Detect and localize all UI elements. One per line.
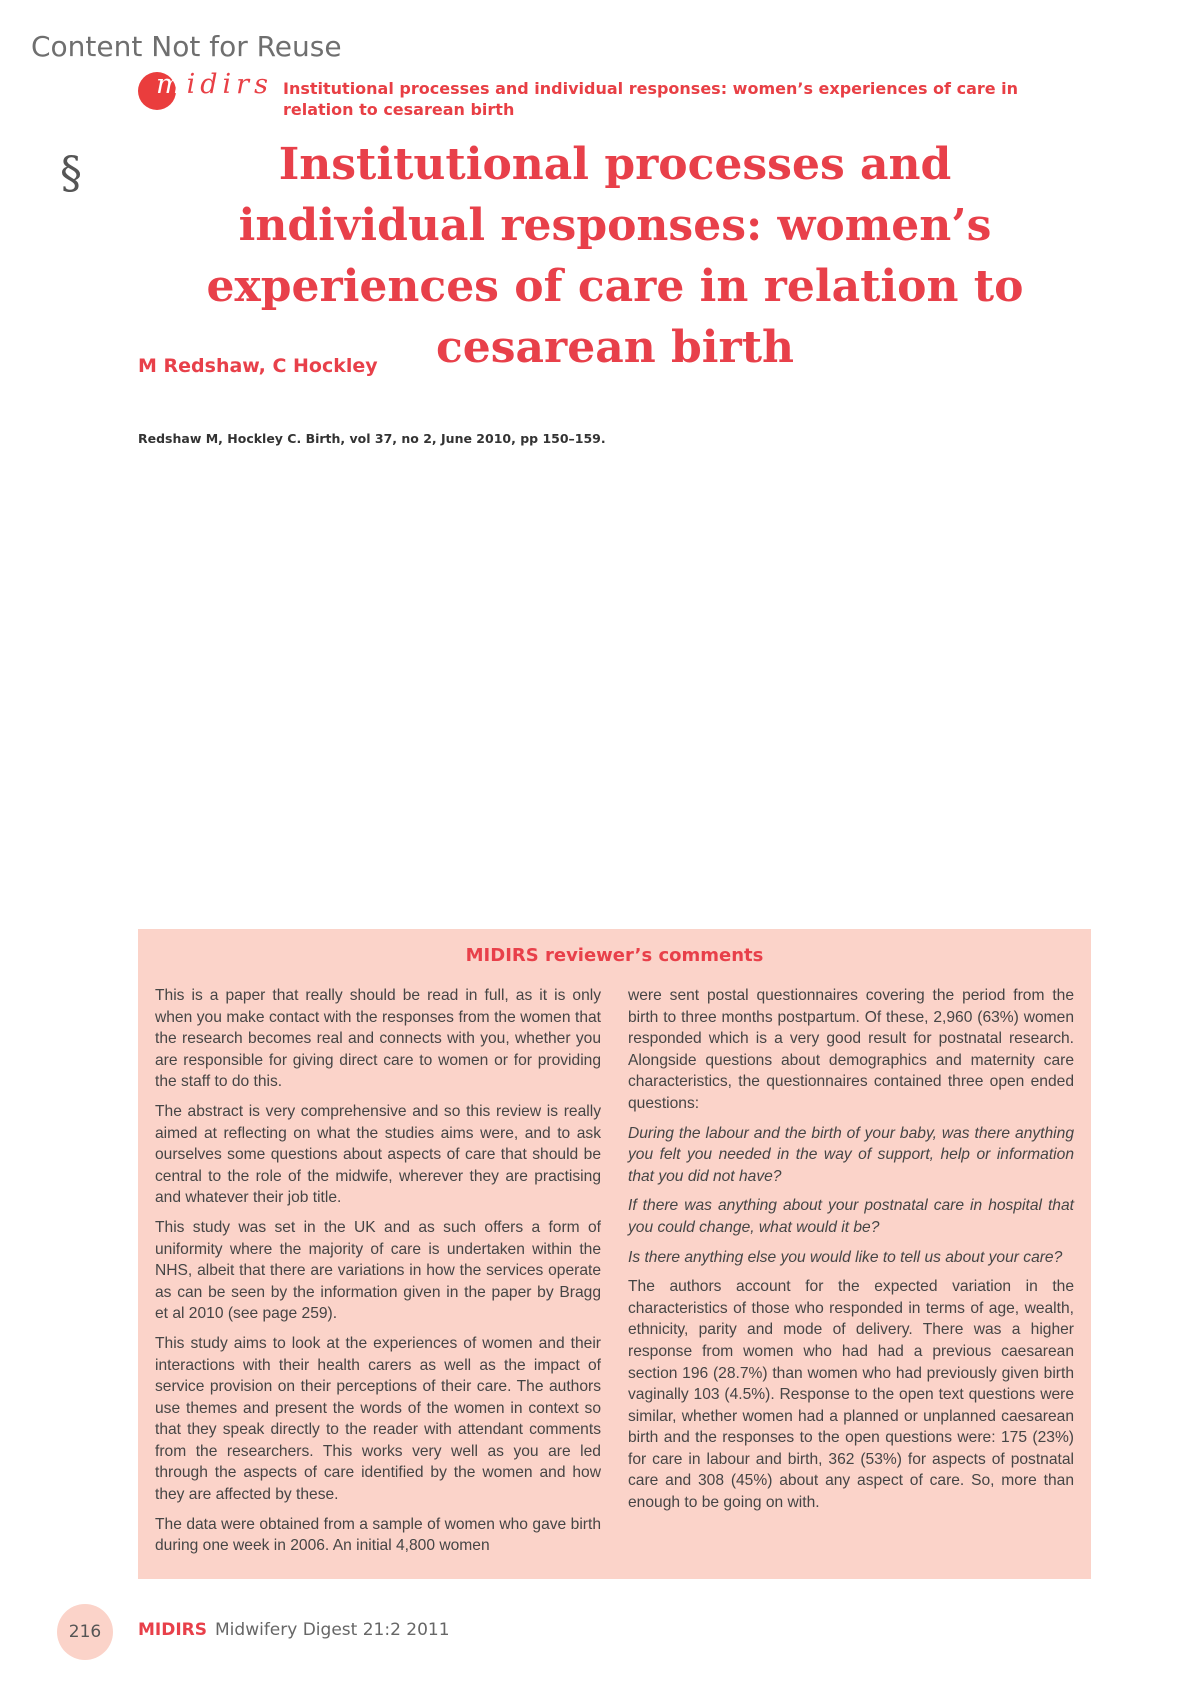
review-paragraph: This is a paper that really should be read in full, as it is only when you make contact with the responses from the women that the research becomes real and connects with you, whether you are responsible for giving direct care to women or for providing the staff to do this.	[155, 987, 601, 1091]
running-title: Institutional processes and individual responses: women’s experiences of care in relation to cesarean birth	[283, 79, 1019, 119]
midirs-logo: midirs	[156, 69, 273, 100]
survey-question: If there was anything about your postnatal care in hospital that you could change, what would it be?	[628, 1197, 1074, 1236]
running-header	[138, 66, 1038, 122]
review-paragraph: The abstract is very comprehensive and so this review is really aimed at reflecting on what the studies aims were, and to ask ourselves some questions about aspects of care that should be central to the role of the midwife, wherever they are practising and whatever their job title.	[155, 1102, 601, 1207]
page-number: 216	[57, 1604, 113, 1660]
footer-journal: Midwifery Digest 21:2 2011	[215, 1620, 450, 1640]
survey-question: Is there anything else you would like to tell us about your care?	[628, 1248, 1063, 1266]
review-paragraph: This study aims to look at the experiences of women and their interactions with their health carers as well as the impact of service provision on their perceptions of their care. The authors use themes and present the words of the women in context so that they speak directly to the reader with attendant comments from the researchers. This works very well as you are led through the aspects of care identified by the women and how they are affected by these.	[155, 1334, 601, 1504]
review-right-column	[628, 985, 1074, 1522]
footer	[138, 1620, 450, 1640]
article-title: Institutional processes and individual responses: women’s experiences of care in relation to cesarean birth	[206, 139, 1024, 373]
review-paragraph: This study was set in the UK and as such offers a form of uniformity where the majority of care is undertaken within the NHS, albeit that there are variations in how the services operate as can be seen by the information given in the paper by Bragg et al 2010 (see page 259).	[155, 1218, 601, 1323]
reviewer-comments-box	[138, 929, 1091, 1579]
survey-question: During the labour and the birth of your baby, was there anything you felt you needed in the way of support, help or information that you did not have?	[628, 1124, 1074, 1185]
footer-brand: MIDIRS	[138, 1620, 208, 1640]
review-paragraph: The data were obtained from a sample of women who gave birth during one week in 2006. An initial 4,800 women	[155, 1515, 601, 1555]
citation: Redshaw M, Hockley C. Birth, vol 37, no 2, June 2010, pp 150–159.	[138, 431, 606, 446]
review-left-column	[155, 985, 601, 1565]
section-mark: §	[60, 148, 82, 199]
watermark: Content Not for Reuse	[31, 30, 342, 63]
review-paragraph: were sent postal questionnaires covering the period from the birth to three months postpartum. Of these, 2,960 (63%) women responded which is a very good result for postnatal research. Alongside questions about demographics and maternity care characteristics, the questionnaires contained three open ended questions:	[628, 987, 1074, 1112]
review-paragraph: The authors account for the expected variation in the characteristics of those who responded in terms of age, wealth, ethnicity, parity and mode of delivery. There was a higher response from women who had had a previous caesarean section 196 (28.7%) than women who had previously given birth vaginally 103 (4.5%). Response to the open text questions were similar, whether women had a planned or unplanned caesarean birth and the responses to the open questions were: 175 (23%) for care in labour and birth, 362 (53%) for aspects of postnatal care and 308 (45%) about any aspect of care. So, more than enough to be going on with.	[628, 1278, 1074, 1512]
authors: M Redshaw, C Hockley	[138, 355, 378, 377]
reviewer-comments-heading: MIDIRS reviewer’s comments	[465, 945, 764, 966]
